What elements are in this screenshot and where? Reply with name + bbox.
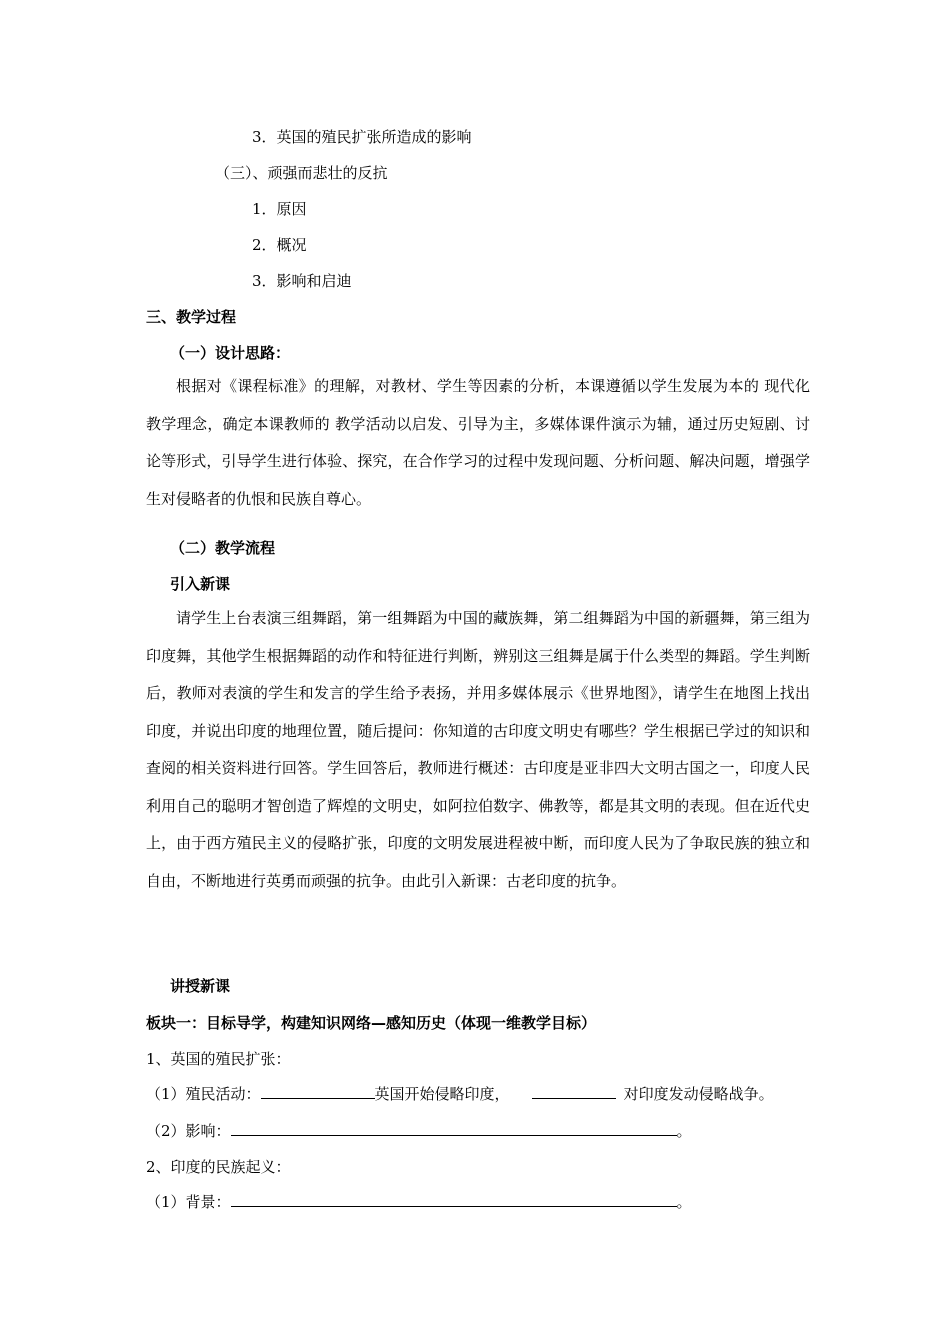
section-heading-teaching-process: 三、教学过程 — [146, 308, 237, 326]
fill-blank-2[interactable] — [532, 1084, 616, 1099]
flow-heading: （二）教学流程 — [170, 539, 276, 557]
intro-paragraph: 请学生上台表演三组舞蹈，第一组舞蹈为中国的藏族舞，第二组舞蹈为中国的新疆舞，第三组为印度舞，其他学生根据舞蹈的动作和特征进行判断，辨别这三组舞是属于什么类型的舞蹈。学生判断后，教师对表演的学生和发言的学生给予表扬，并用多媒体展示《世界地图》，请学生在地图上找出印度，并说出印度的地理位置，随后提问：你知道的古印度文明史有哪些？学生根据已学过的知识和查阅的相关资料进行回答。学生回答后，教师进行概述：古印度是亚非四大文明古国之一，印度人民利用自己的聪明才智创造了辉煌的文明史，如阿拉伯数字、佛教等，都是其文明的表现。但在近代史上，由于西方殖民主义的侵略扩张，印度的文明发展进程被中断，而印度人民为了争取民族的独立和自由，不断地进行英勇而顽强的抗争。由此引入新课：古老印度的抗争。 — [146, 609, 810, 890]
design-heading: （一）设计思路： — [170, 344, 291, 362]
question-2: 2、印度的民族起义： — [146, 1158, 291, 1176]
block1-heading: 板块一：目标导学，构建知识网络—感知历史（体现一维教学目标） — [146, 1014, 597, 1032]
outline-item-1: 1．原因 — [252, 200, 307, 218]
question-1-1-end: 对印度发动侵略战争。 — [623, 1085, 774, 1103]
question-1-2 — [146, 1121, 692, 1141]
outline-item-3: 3．影响和启迪 — [252, 272, 352, 290]
period-2: 。 — [676, 1193, 692, 1211]
period-1: 。 — [676, 1122, 692, 1140]
question-1: 1、英国的殖民扩张： — [146, 1050, 291, 1068]
question-1-1 — [146, 1084, 774, 1104]
design-paragraph: 根据对《课程标准》的理解，对教材、学生等因素的分析，本课遵循以学生发展为本的 现代化教学理念，确定本课教师的 教学活动以启发、引导为主，多媒体课件演示为辅，通过历史短剧、讨论等形式，引导学生进行体验、探究，在合作学习的过程中发现问题、分析问题、解决问题，增强学生对侵略者的仇恨和民族自尊心。 — [146, 377, 810, 508]
outline-item-colonial-impact: 3．英国的殖民扩张所造成的影响 — [252, 128, 472, 146]
question-1-2-label: （2）影响： — [146, 1122, 231, 1140]
fill-blank-3[interactable] — [231, 1121, 677, 1136]
fill-blank-4[interactable] — [231, 1192, 677, 1207]
intro-heading: 引入新课 — [170, 575, 231, 593]
question-1-1-label: （1）殖民活动： — [146, 1085, 261, 1103]
teach-heading: 讲授新课 — [170, 977, 231, 995]
question-2-1 — [146, 1192, 692, 1212]
fill-blank-1[interactable] — [261, 1084, 375, 1099]
question-1-1-mid: 英国开始侵略印度， — [374, 1085, 510, 1103]
question-2-1-label: （1）背景： — [146, 1193, 231, 1211]
outline-item-2: 2．概况 — [252, 236, 307, 254]
outline-section-3: （三）、顽强而悲壮的反抗 — [215, 164, 388, 182]
